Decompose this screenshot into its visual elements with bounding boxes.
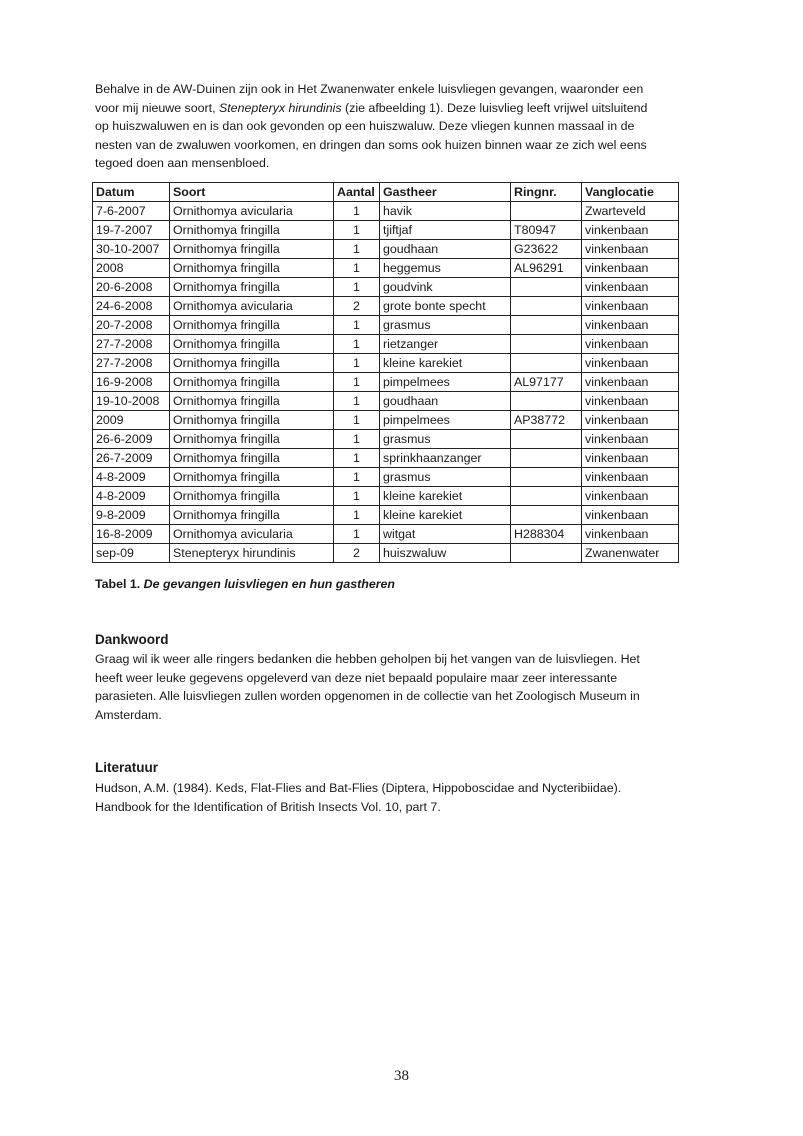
literatuur-paragraph [95,779,707,816]
cell-vanglocatie: vinkenbaan [582,525,679,544]
cell-gastheer: pimpelmees [380,373,511,392]
cell-datum: 2009 [93,411,170,430]
cell-datum: 2008 [93,259,170,278]
table-row [93,449,679,468]
cell-datum: 27-7-2008 [93,335,170,354]
cell-ringnr: AL96291 [511,259,582,278]
cell-gastheer: havik [380,202,511,221]
cell-gastheer: goudvink [380,278,511,297]
intro-line [95,99,707,118]
table-row [93,506,679,525]
intro-text: op huiszwaluwen en is dan ook gevonden op een huiszwaluw. Deze vliegen kunnen massaal in de [95,119,635,134]
cell-datum: 20-7-2008 [93,316,170,335]
cell-gastheer: goudhaan [380,392,511,411]
cell-vanglocatie: vinkenbaan [582,240,679,259]
cell-ringnr [511,392,582,411]
cell-soort: Stenepteryx hirundinis [170,544,334,563]
cell-gastheer: sprinkhaanzanger [380,449,511,468]
cell-soort: Ornithomya fringilla [170,487,334,506]
cell-datum: 24-6-2008 [93,297,170,316]
table-row [93,525,679,544]
cell-ringnr [511,506,582,525]
cell-datum: sep-09 [93,544,170,563]
table-row [93,240,679,259]
table-row [93,335,679,354]
cell-aantal: 1 [334,392,380,411]
dankwoord-line: Amsterdam. [95,707,162,722]
literatuur-line: Handbook for the Identification of British Insects Vol. 10, part 7. [95,799,441,814]
intro-text: Behalve in de AW-Duinen zijn ook in Het Zwanenwater enkele luisvliegen gevangen, waaronder een [95,82,644,96]
table-row [93,487,679,506]
cell-vanglocatie: vinkenbaan [582,316,679,335]
cell-soort: Ornithomya fringilla [170,354,334,373]
cell-datum: 4-8-2009 [93,468,170,487]
cell-soort: Ornithomya avicularia [170,297,334,316]
cell-datum: 7-6-2007 [93,202,170,221]
cell-gastheer: huiszwaluw [380,544,511,563]
table-header-row [93,183,679,202]
table-row [93,411,679,430]
cell-ringnr [511,449,582,468]
literatuur-heading: Literatuur [95,760,159,775]
intro-line [95,117,707,136]
cell-gastheer: grasmus [380,430,511,449]
cell-aantal: 1 [334,468,380,487]
cell-aantal: 1 [334,354,380,373]
header-ringnr: Ringnr. [511,183,582,202]
cell-datum: 16-8-2009 [93,525,170,544]
cell-datum: 4-8-2009 [93,487,170,506]
cell-soort: Ornithomya fringilla [170,392,334,411]
cell-gastheer: witgat [380,525,511,544]
literatuur-line: Hudson, A.M. (1984). Keds, Flat-Flies and Bat-Flies (Diptera, Hippoboscidae and Nycteribiidae). [95,781,622,795]
cell-datum: 26-7-2009 [93,449,170,468]
table-row [93,202,679,221]
cell-ringnr: G23622 [511,240,582,259]
cell-ringnr: AP38772 [511,411,582,430]
cell-gastheer: kleine karekiet [380,506,511,525]
cell-soort: Ornithomya fringilla [170,373,334,392]
cell-datum: 19-10-2008 [93,392,170,411]
cell-gastheer: pimpelmees [380,411,511,430]
intro-text: tegoed doen aan mensenbloed. [95,156,270,171]
cell-ringnr [511,202,582,221]
cell-soort: Ornithomya fringilla [170,316,334,335]
caption-separator: . [136,577,144,591]
dankwoord-heading: Dankwoord [95,632,169,647]
cell-datum: 27-7-2008 [93,354,170,373]
cell-vanglocatie: vinkenbaan [582,392,679,411]
table-row [93,392,679,411]
cell-datum: 20-6-2008 [93,278,170,297]
table-row [93,316,679,335]
table-caption [95,577,395,591]
cell-gastheer: grasmus [380,468,511,487]
cell-vanglocatie: vinkenbaan [582,259,679,278]
cell-aantal: 1 [334,221,380,240]
cell-vanglocatie: vinkenbaan [582,373,679,392]
cell-vanglocatie: vinkenbaan [582,487,679,506]
cell-ringnr [511,468,582,487]
cell-gastheer: tjiftjaf [380,221,511,240]
cell-ringnr: AL97177 [511,373,582,392]
header-datum: Datum [93,183,170,202]
cell-aantal: 2 [334,297,380,316]
cell-aantal: 1 [334,525,380,544]
cell-aantal: 1 [334,373,380,392]
cell-datum: 19-7-2007 [93,221,170,240]
cell-aantal: 1 [334,506,380,525]
cell-datum: 30-10-2007 [93,240,170,259]
cell-gastheer: heggemus [380,259,511,278]
header-gastheer: Gastheer [380,183,511,202]
header-vanglocatie: Vanglocatie [582,183,679,202]
intro-paragraph [95,80,707,173]
cell-ringnr: H288304 [511,525,582,544]
cell-vanglocatie: vinkenbaan [582,297,679,316]
species-table [92,182,679,563]
cell-vanglocatie: vinkenbaan [582,430,679,449]
cell-datum: 16-9-2008 [93,373,170,392]
dankwoord-line: heeft weer leuke gegevens opgeleverd van deze niet bepaald populaire maar zeer interessante [95,670,618,685]
cell-aantal: 2 [334,544,380,563]
table-row [93,354,679,373]
intro-text: (zie afbeelding 1). Deze luisvlieg leeft vrijwel uitsluitend [341,100,648,115]
cell-gastheer: kleine karekiet [380,354,511,373]
cell-soort: Ornithomya fringilla [170,506,334,525]
cell-aantal: 1 [334,259,380,278]
dankwoord-line: Graag wil ik weer alle ringers bedanken die hebben geholpen bij het vangen van de luisvliegen. Het [95,652,640,666]
intro-text: voor mij nieuwe soort, [95,100,219,115]
caption-text: De gevangen luisvliegen en hun gastheren [143,577,395,591]
cell-aantal: 1 [334,487,380,506]
cell-ringnr [511,544,582,563]
cell-soort: Ornithomya fringilla [170,449,334,468]
cell-aantal: 1 [334,278,380,297]
table-row [93,373,679,392]
header-soort: Soort [170,183,334,202]
cell-soort: Ornithomya fringilla [170,221,334,240]
intro-line [95,154,707,173]
cell-vanglocatie: vinkenbaan [582,354,679,373]
cell-soort: Ornithomya fringilla [170,411,334,430]
cell-gastheer: grasmus [380,316,511,335]
cell-vanglocatie: Zwanenwater [582,544,679,563]
cell-vanglocatie: vinkenbaan [582,221,679,240]
cell-soort: Ornithomya fringilla [170,278,334,297]
cell-ringnr [511,487,582,506]
cell-ringnr: T80947 [511,221,582,240]
species-name-italic: Stenepteryx hirundinis [218,100,342,115]
dankwoord-line: parasieten. Alle luisvliegen zullen worden opgenomen in de collectie van het Zoologisch Museum in [95,689,640,704]
cell-gastheer: goudhaan [380,240,511,259]
cell-vanglocatie: Zwarteveld [582,202,679,221]
table-row [93,221,679,240]
cell-vanglocatie: vinkenbaan [582,449,679,468]
table-row [93,544,679,563]
cell-aantal: 1 [334,335,380,354]
cell-aantal: 1 [334,316,380,335]
cell-soort: Ornithomya fringilla [170,259,334,278]
cell-aantal: 1 [334,411,380,430]
cell-ringnr [511,335,582,354]
cell-aantal: 1 [334,202,380,221]
cell-gastheer: grote bonte specht [380,297,511,316]
cell-gastheer: kleine karekiet [380,487,511,506]
table-row [93,278,679,297]
cell-soort: Ornithomya avicularia [170,202,334,221]
cell-soort: Ornithomya fringilla [170,335,334,354]
cell-soort: Ornithomya fringilla [170,430,334,449]
intro-text: nesten van de zwaluwen voorkomen, en dringen dan soms ook huizen binnen waar ze zich wel eens [95,137,647,152]
intro-line [95,136,707,155]
cell-ringnr [511,316,582,335]
cell-aantal: 1 [334,240,380,259]
cell-gastheer: rietzanger [380,335,511,354]
cell-soort: Ornithomya fringilla [170,240,334,259]
intro-line [95,80,707,99]
cell-ringnr [511,430,582,449]
table-row [93,468,679,487]
cell-ringnr [511,278,582,297]
cell-ringnr [511,297,582,316]
header-aantal: Aantal [334,183,380,202]
cell-vanglocatie: vinkenbaan [582,468,679,487]
cell-vanglocatie: vinkenbaan [582,335,679,354]
cell-soort: Ornithomya fringilla [170,468,334,487]
cell-aantal: 1 [334,449,380,468]
cell-datum: 9-8-2009 [93,506,170,525]
cell-ringnr [511,354,582,373]
caption-label: Tabel 1 [95,577,137,591]
table-row [93,297,679,316]
cell-soort: Ornithomya avicularia [170,525,334,544]
cell-aantal: 1 [334,430,380,449]
page-number: 38 [394,1068,409,1084]
table-row [93,259,679,278]
cell-vanglocatie: vinkenbaan [582,411,679,430]
table-row [93,430,679,449]
cell-datum: 26-6-2009 [93,430,170,449]
cell-vanglocatie: vinkenbaan [582,278,679,297]
dankwoord-paragraph [95,650,707,724]
cell-vanglocatie: vinkenbaan [582,506,679,525]
